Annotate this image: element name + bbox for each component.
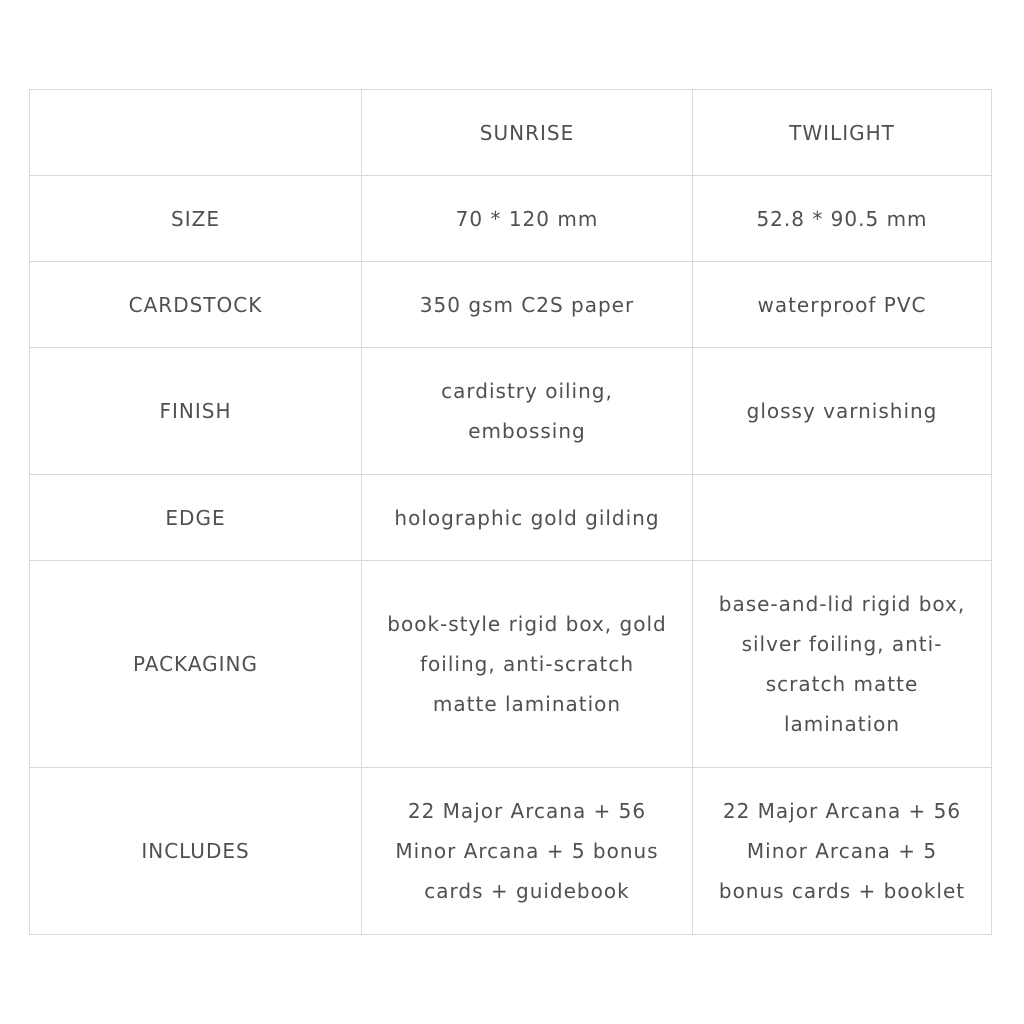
row-label: EDGE (30, 475, 362, 561)
header-cell-sunrise: SUNRISE (362, 90, 693, 176)
table-row (30, 768, 992, 935)
row-label: SIZE (30, 176, 362, 262)
twilight-cell: waterproof PVC (693, 262, 992, 348)
sunrise-cell: 350 gsm C2S paper (362, 262, 693, 348)
header-row (30, 90, 992, 176)
header-cell-twilight: TWILIGHT (693, 90, 992, 176)
row-label: FINISH (30, 348, 362, 475)
sunrise-cell: 22 Major Arcana + 56 Minor Arcana + 5 bonus cards + guidebook (362, 768, 693, 935)
sunrise-cell: 70 * 120 mm (362, 176, 693, 262)
row-label: INCLUDES (30, 768, 362, 935)
twilight-cell: base-and-lid rigid box, silver foiling, anti-scratch matte lamination (693, 561, 992, 768)
sunrise-cell: book-style rigid box, gold foiling, anti-scratch matte lamination (362, 561, 693, 768)
twilight-cell: 22 Major Arcana + 56 Minor Arcana + 5 bonus cards + booklet (693, 768, 992, 935)
table-row (30, 176, 992, 262)
twilight-cell: glossy varnishing (693, 348, 992, 475)
sunrise-cell: cardistry oiling, embossing (362, 348, 693, 475)
sunrise-cell: holographic gold gilding (362, 475, 693, 561)
table-row (30, 561, 992, 768)
twilight-cell (693, 475, 992, 561)
table-row (30, 348, 992, 475)
row-label: CARDSTOCK (30, 262, 362, 348)
header-cell-empty (30, 90, 362, 176)
table-row (30, 475, 992, 561)
table-row (30, 262, 992, 348)
row-label: PACKAGING (30, 561, 362, 768)
comparison-table (29, 89, 992, 935)
twilight-cell: 52.8 * 90.5 mm (693, 176, 992, 262)
